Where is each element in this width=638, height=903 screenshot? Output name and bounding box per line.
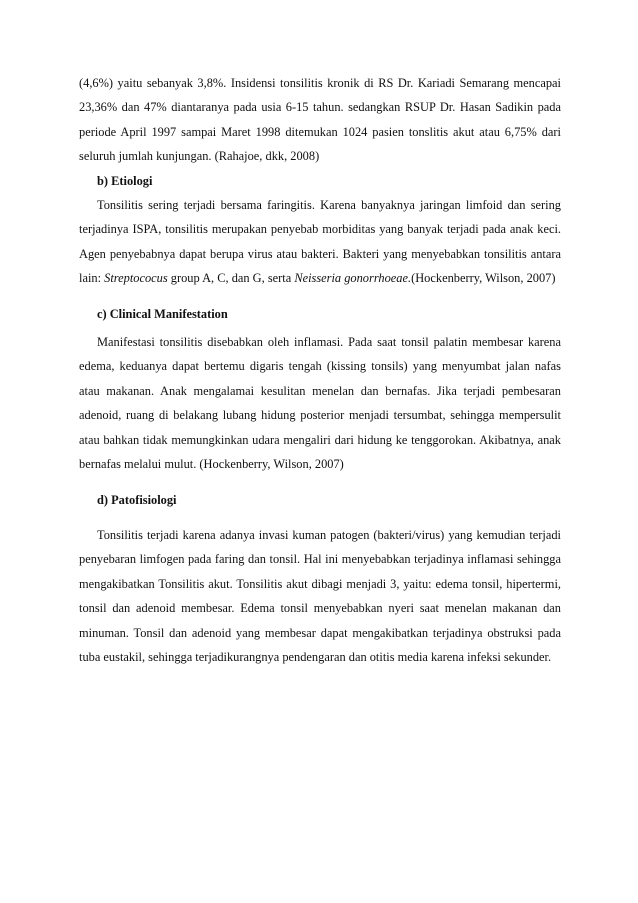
section-heading-clinical-manifestation: c) Clinical Manifestation [97, 306, 228, 321]
etiologi-citation: (Hockenberry, Wilson, 2007) [411, 271, 556, 286]
section-heading-patofisiologi: d) Patofisiologi [97, 492, 177, 507]
organism-streptococus: Streptococus [104, 271, 168, 286]
document-body [79, 71, 561, 669]
spacer [79, 477, 561, 488]
etiologi-text-middle: group A, C, dan G, serta [167, 271, 295, 286]
spacer [79, 291, 561, 302]
patofisiologi-paragraph: Tonsilitis terjadi karena adanya invasi kuman patogen (bakteri/virus) yang kemudian terjadi penyebaran limfogen pada faring dan tonsil. Hal ini menyebabkan terjadinya inflamasi sehingga mengakibatkan Tonsilitis akut. Tonsilitis akut dibagi menjadi 3, yaitu: edema tonsil, hipertermi, tonsil dan adenoid membesar. Edema tonsil menyebabkan nyeri saat menelan makanan dan minuman. Tonsil dan adenoid yang membesar dapat mengakibatkan terjadinya obstruksi pada tuba eustakil, sehingga terjadikurangnya pendengaran dan otitis media karena infeksi sekunder. [79, 527, 561, 664]
organism-neisseria: Neisseria gonorrhoeae. [294, 271, 412, 286]
section-heading-etiologi: b) Etiologi [97, 173, 153, 188]
clinical-manifestation-paragraph: Manifestasi tonsilitis disebabkan oleh inflamasi. Pada saat tonsil palatin membesar karena edema, keduanya dapat bertemu digaris tengah (kissing tonsils) yang menyumbat jalan nafas atau makanan. Anak mengalamai kesulitan menelan dan bernafas. Jika terjadi pembesaran adenoid, ruang di belakang lubang hidung posterior menjadi tersumbat, sehingga mempersulit atau bahkan tidak memungkinkan udara mengaliri dari hidung ke tenggorokan. Akibatnya, anak bernafas melalui mulut. (Hockenberry, Wilson, 2007) [79, 335, 561, 472]
etiologi-paragraph [79, 193, 561, 291]
spacer [79, 512, 561, 523]
etiologi-text-before: Tonsilitis sering terjadi bersama faringitis. Karena banyaknya jaringan limfoid dan sering terjadinya ISPA, tonsilitis merupakan penyebab morbiditas yang banyak terjadi pada anak keci. Agen penyebabnya dapat berupa virus atau bakteri. Bakteri yang menyebabkan tonsilitis antara lain: [79, 198, 561, 286]
intro-paragraph: (4,6%) yaitu sebanyak 3,8%. Insidensi tonsilitis kronik di RS Dr. Kariadi Semarang mencapai 23,36% dan 47% diantaranya pada usia 6-15 tahun. sedangkan RSUP Dr. Hasan Sadikin pada periode April 1997 sampai Maret 1998 ditemukan 1024 pasien tonslitis akut atau 6,75% dari seluruh jumlah kunjungan. (Rahajoe, dkk, 2008) [79, 76, 561, 164]
